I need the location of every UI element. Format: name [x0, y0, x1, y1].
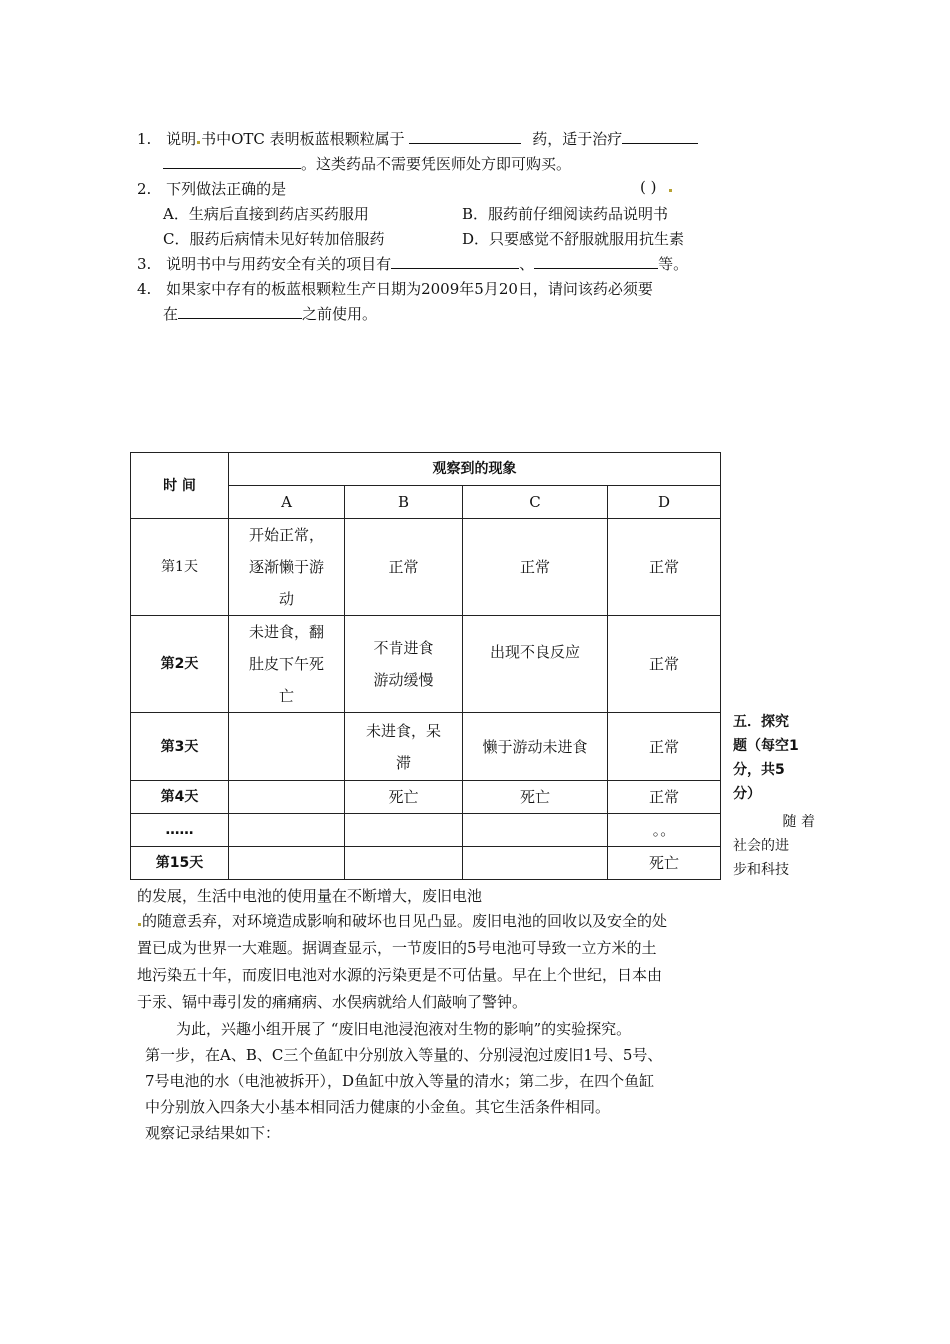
q1-number: 1. — [137, 130, 152, 148]
passage-line: 于汞、镉中毒引发的痛痛病、水俣病就给人们敲响了警钟。 — [137, 993, 528, 1011]
cell-b — [345, 616, 463, 713]
table-row — [131, 814, 721, 847]
cell-a — [229, 713, 345, 781]
cell-c: 懒于游动未进食 — [463, 713, 608, 781]
cell-text: 开始正常，逐渐懒于游动 — [248, 526, 324, 608]
q4-blank[interactable] — [178, 304, 302, 319]
passage-line: 的发展，生活中电池的使用量在不断增大，废旧电池 — [137, 887, 483, 905]
section5-title-line: 分，共5 — [733, 762, 785, 778]
q2-answer-paren[interactable] — [640, 178, 673, 196]
cell-text: 不肯进食游动缓慢 — [373, 639, 434, 689]
section5-title-line: 分） — [733, 786, 761, 802]
passage-line: 置已成为世界一大难题。据调查显示，一节废旧的5号电池可导致一立方米的土 — [137, 939, 657, 957]
time-header: 时 间 — [131, 453, 229, 519]
passage-line: 7号电池的水（电池被拆开），D鱼缸中放入等量的清水；第二步，在四个鱼缸 — [145, 1072, 655, 1090]
q4-number: 4. — [137, 280, 152, 298]
row-time: 第1天 — [131, 519, 229, 616]
table-row — [131, 519, 721, 616]
cell-d: 正常 — [608, 713, 721, 781]
q2-option-c[interactable]: C．服药后病情未见好转加倍服药 — [163, 230, 385, 248]
col-header-c: C — [463, 486, 608, 519]
cell-b: 正常 — [345, 519, 463, 616]
q4-text-b: 之前使用。 — [302, 305, 378, 323]
cell-c — [463, 814, 608, 847]
col-header-a: A — [229, 486, 345, 519]
cell-a — [229, 519, 345, 616]
question-1-line2 — [163, 153, 571, 174]
cell-b: 死亡 — [345, 781, 463, 814]
row-time: …… — [131, 814, 229, 847]
passage-line: 为此，兴趣小组开展了 “废旧电池浸泡液对生物的影响”的实验探究。 — [176, 1020, 632, 1038]
cell-d: 死亡 — [608, 847, 721, 880]
row-time: 第2天 — [131, 616, 229, 713]
cell-d: 正常 — [608, 519, 721, 616]
q4-text-a: 在 — [163, 305, 179, 323]
table-row — [131, 847, 721, 880]
col-header-b: B — [345, 486, 463, 519]
cell-c: 死亡 — [463, 781, 608, 814]
observed-header: 观察到的现象 — [229, 453, 721, 486]
cell-c: 出现不良反应 — [463, 616, 608, 713]
section5-title-line: 五．探究 — [733, 714, 789, 730]
q3-text-a: 说明书中与用药安全有关的项目有 — [166, 255, 392, 273]
q1-blank-2[interactable] — [622, 129, 698, 144]
mark-dot — [197, 141, 200, 144]
cell-b — [345, 814, 463, 847]
mark-dot — [138, 923, 141, 926]
passage-line: 中分别放入四条大小基本相同活力健康的小金鱼。其它生活条件相同。 — [145, 1098, 611, 1116]
cell-a — [229, 616, 345, 713]
observation-table — [130, 452, 721, 880]
section5-title — [733, 710, 815, 806]
cell-c — [463, 847, 608, 880]
cell-text: 未进食，翻肚皮下午死亡 — [248, 623, 324, 705]
q2-text: 下列做法正确的是 — [166, 180, 287, 198]
cell-a — [229, 814, 345, 847]
q2-option-d[interactable]: D．只要感觉不舒服就服用抗生素 — [462, 230, 685, 248]
q2-option-b[interactable]: B．服药前仔细阅读药品说明书 — [462, 205, 669, 223]
table-row — [131, 713, 721, 781]
question-3 — [137, 253, 688, 274]
row-time: 第4天 — [131, 781, 229, 814]
q1-text-c: 药，适于治疗 — [532, 130, 623, 148]
passage-line: 第一步，在A、B、C三个鱼缸中分别放入等量的、分别浸泡过废旧1号、5号、 — [145, 1046, 663, 1064]
col-header-d: D — [608, 486, 721, 519]
q1-blank-1[interactable] — [409, 129, 521, 144]
passage-text: 的随意丢弃，对环境造成影响和破坏也日见凸显。废旧电池的回收以及安全的处 — [142, 912, 668, 930]
mark-dot — [669, 189, 672, 192]
q3-separator: 、 — [519, 255, 535, 273]
cell-d: 正常 — [608, 781, 721, 814]
row-time: 第15天 — [131, 847, 229, 880]
section5-intro-line: 步和科技 — [733, 862, 789, 878]
cell-b — [345, 713, 463, 781]
q2-number: 2. — [137, 180, 152, 198]
cell-text: 未进食，呆滞 — [365, 721, 441, 772]
q3-number: 3. — [137, 255, 152, 273]
question-2 — [137, 178, 286, 199]
q1-text-b: 书中OTC 表明板蓝根颗粒属于 — [201, 130, 405, 148]
passage-line: 地污染五十年，而废旧电池对水源的污染更是不可估量。早在上个世纪，日本由 — [137, 966, 663, 984]
section5-intro — [733, 810, 815, 882]
row-time: 第3天 — [131, 713, 229, 781]
q2-paren-text: ( ) — [640, 178, 657, 196]
section5-intro-line: 社会的进 — [733, 838, 789, 854]
section5-title-line: 题（每空1 — [733, 738, 799, 754]
q3-text-b: 等。 — [658, 255, 689, 273]
passage-line — [137, 907, 667, 935]
question-4 — [137, 278, 653, 299]
cell-d: 正常 — [608, 616, 721, 713]
q1-text-d: 。这类药品不需要凭医师处方即可购买。 — [301, 155, 572, 173]
q2-option-a[interactable]: A．生病后直接到药店买药服用 — [163, 205, 369, 223]
question-1 — [137, 128, 698, 149]
cell-c: 正常 — [463, 519, 608, 616]
question-4-line2 — [163, 303, 377, 324]
q4-line1: 如果家中存有的板蓝根颗粒生产日期为2009年5月20日，请问该药必须要 — [166, 280, 653, 298]
cell-d: 。。 — [608, 814, 721, 847]
cell-b — [345, 847, 463, 880]
section5-intro-line: 随 着 — [782, 814, 815, 830]
cell-a — [229, 781, 345, 814]
q1-blank-3[interactable] — [163, 154, 301, 169]
q3-blank-2[interactable] — [534, 254, 658, 269]
passage-line: 观察记录结果如下： — [145, 1124, 281, 1142]
cell-a — [229, 847, 345, 880]
table-row — [131, 616, 721, 713]
table-row — [131, 781, 721, 814]
q3-blank-1[interactable] — [391, 254, 519, 269]
q1-text-a: 说明 — [166, 130, 197, 148]
